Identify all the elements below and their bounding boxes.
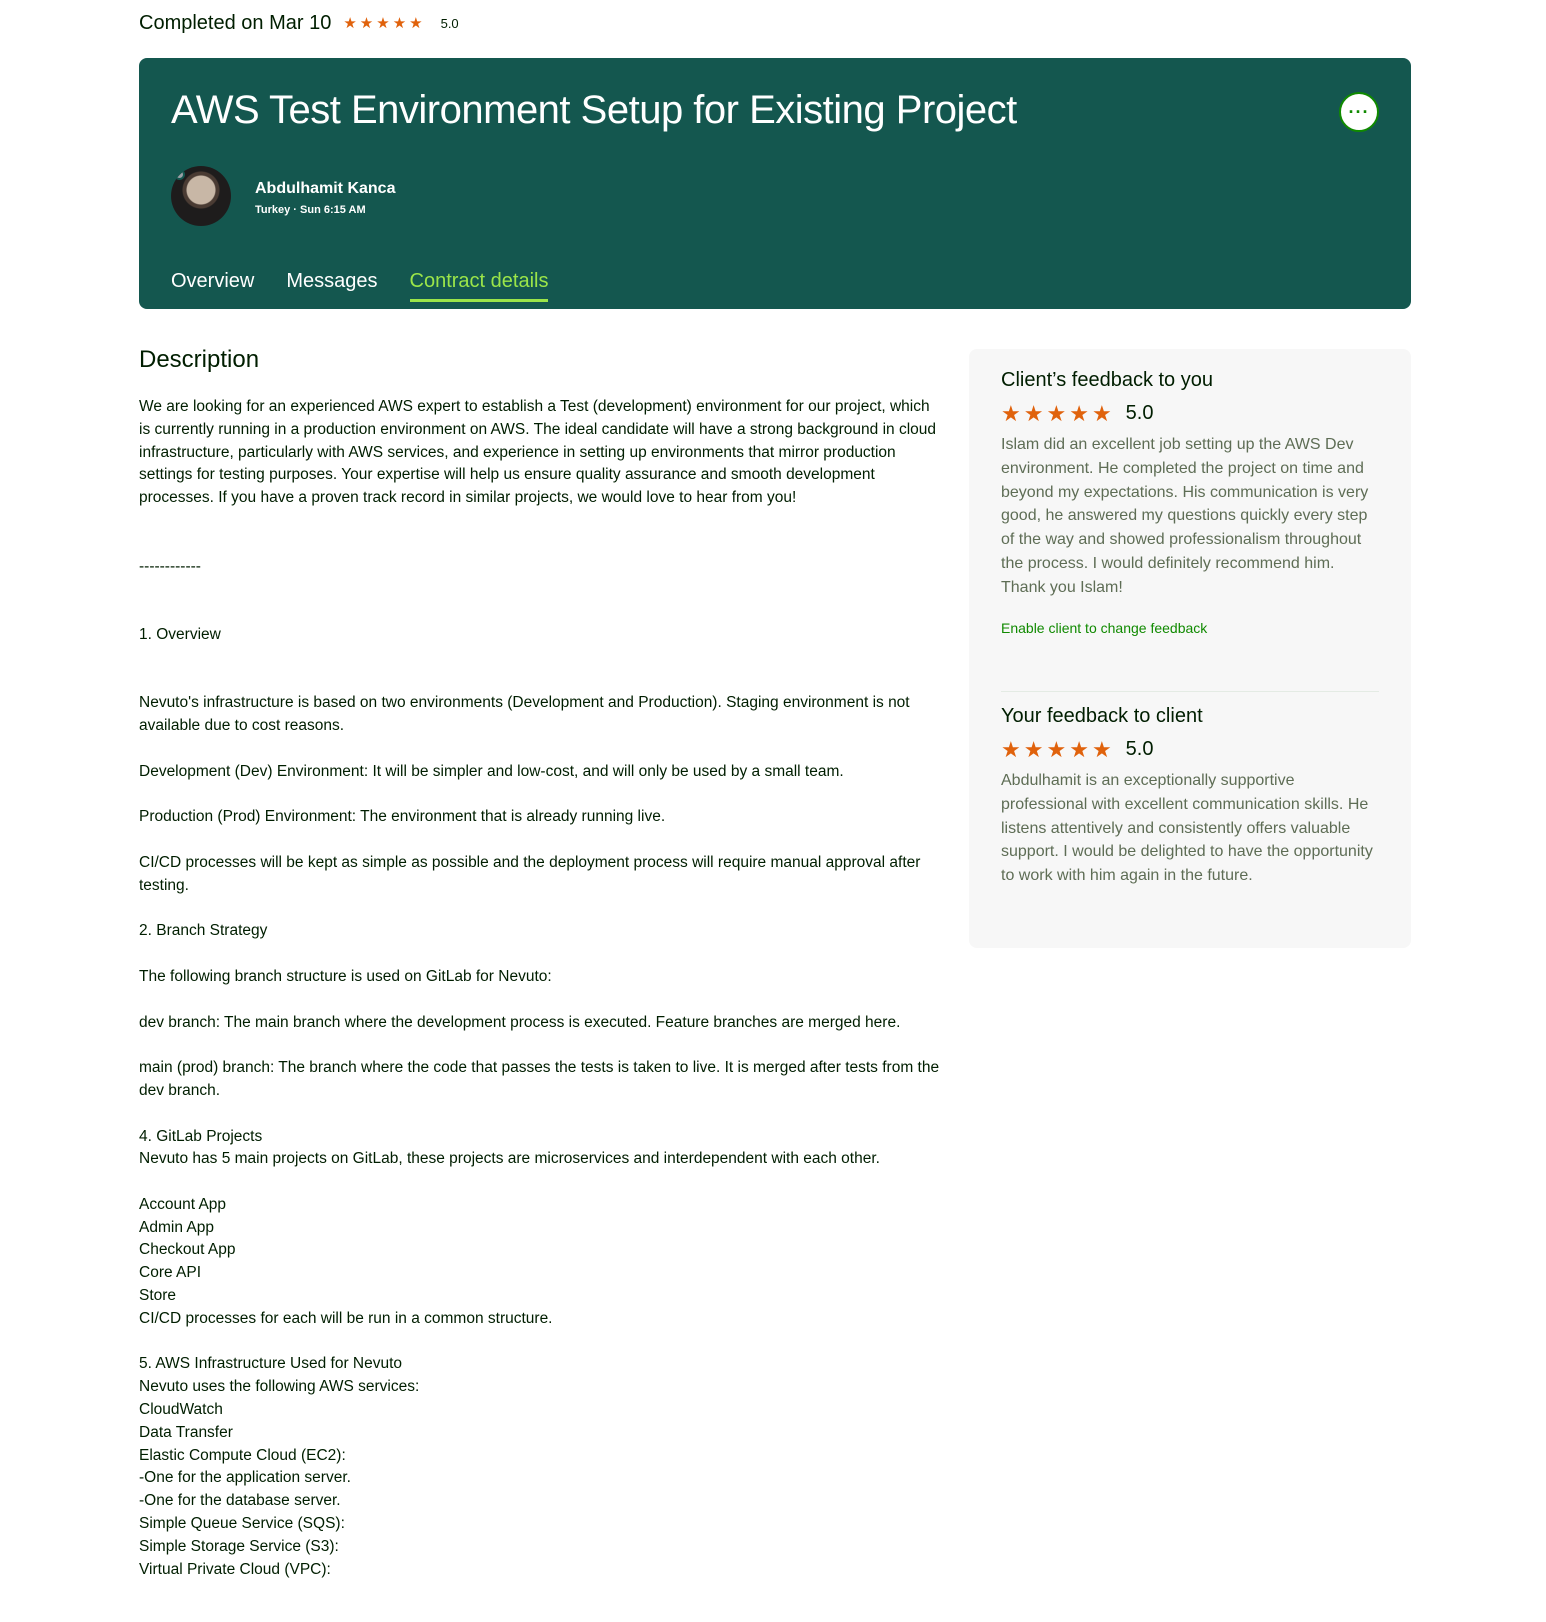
job-title: AWS Test Environment Setup for Existing Project bbox=[171, 88, 1017, 132]
paragraph-gap bbox=[139, 670, 941, 693]
star-icon: ★ bbox=[359, 14, 374, 32]
your-feedback-title: Your feedback to client bbox=[1001, 705, 1203, 727]
paragraph-gap bbox=[139, 601, 941, 624]
status-stars bbox=[343, 16, 422, 31]
description-line: CI/CD processes for each will be run in a common structure. bbox=[139, 1309, 553, 1327]
paragraph-gap bbox=[139, 989, 941, 1012]
star-icon: ★ bbox=[1046, 736, 1067, 762]
paragraph-gap bbox=[139, 1034, 941, 1057]
more-dots-icon: ··· bbox=[1348, 101, 1370, 122]
star-icon: ★ bbox=[1023, 400, 1044, 426]
description-line: Checkout App bbox=[139, 1241, 236, 1259]
description-line: We are looking for an experienced AWS expert to establish a Test (development) environment for our project, which is currently running in a production environment on AWS. The ideal candidate will have a strong background in cloud infrastructure, particularly with AWS services, and experience in setting up environments that mirror production settings for testing purposes. Your expertise will help us ensure quality assurance and smooth development processes. If you have a proven track record in similar projects, we would love to hear from you! bbox=[139, 398, 936, 507]
description-line: Nevuto uses the following AWS services: bbox=[139, 1378, 420, 1396]
star-icon: ★ bbox=[343, 14, 357, 32]
client-feedback-rating bbox=[1001, 402, 1379, 425]
description-line: dev branch: The main branch where the development process is executed. Feature branches are merged here. bbox=[139, 1013, 901, 1031]
description-line: 2. Branch Strategy bbox=[139, 922, 268, 940]
description-line: Core API bbox=[139, 1264, 202, 1282]
description-line: Admin App bbox=[139, 1218, 214, 1236]
paragraph-gap bbox=[139, 510, 941, 533]
tab-messages[interactable]: Messages bbox=[286, 270, 378, 292]
client-location-time: Turkey · Sun 6:15 AM bbox=[255, 204, 366, 216]
description-line: Account App bbox=[139, 1195, 227, 1213]
paragraph-gap bbox=[139, 738, 941, 761]
description-title: Description bbox=[139, 346, 260, 373]
contract-tabs bbox=[171, 270, 548, 302]
description-line: The following branch structure is used on GitLab for Nevuto: bbox=[139, 967, 552, 985]
client-feedback-text: Islam did an excellent job setting up the AWS Dev environment. He completed the project on time and beyond my expectations. His communication is very good, he answered my questions quickly every step of the way and showed professionalism throughout the process. I would definitely recommend him. Thank you Islam! bbox=[1001, 436, 1369, 596]
your-feedback-text: Abdulhamit is an exceptionally supportive professional with excellent communication skills. He listens attentively and consistently offers valuable support. I would be delighted to have the opportunity to work with him again in the future. bbox=[1001, 772, 1373, 885]
description-line: main (prod) branch: The branch where the code that passes the tests is taken to live. It is merged after tests from the dev branch. bbox=[139, 1059, 940, 1099]
description-line: ------------ bbox=[139, 557, 201, 575]
description-line: Nevuto's infrastructure is based on two environments (Development and Production). Staging environment is not available due to cost reasons. bbox=[139, 694, 910, 735]
completed-date: Completed on Mar 10 bbox=[139, 11, 332, 34]
tab-overview[interactable]: Overview bbox=[171, 270, 255, 292]
star-icon: ★ bbox=[1046, 400, 1067, 426]
description-line: Nevuto has 5 main projects on GitLab, these projects are microservices and interdependent with each other. bbox=[139, 1150, 880, 1168]
client-name[interactable]: Abdulhamit Kanca bbox=[255, 180, 396, 197]
star-icon: ★ bbox=[409, 14, 423, 32]
description-line: Elastic Compute Cloud (EC2): bbox=[139, 1446, 346, 1464]
star-icon: ★ bbox=[392, 14, 407, 32]
paragraph-gap bbox=[139, 943, 941, 966]
description-body bbox=[139, 396, 941, 1581]
your-feedback-score: 5.0 bbox=[1125, 738, 1154, 760]
star-icon: ★ bbox=[1001, 400, 1021, 426]
description-line: Data Transfer bbox=[139, 1423, 233, 1441]
star-icon: ★ bbox=[1069, 400, 1089, 426]
star-icon: ★ bbox=[1023, 736, 1044, 762]
star-icon: ★ bbox=[1069, 736, 1089, 762]
description-line: -One for the application server. bbox=[139, 1469, 351, 1487]
description-line: CI/CD processes will be kept as simple as possible and the deployment process will require manual approval after testing. bbox=[139, 853, 921, 894]
paragraph-gap bbox=[139, 784, 941, 807]
description-line: CloudWatch bbox=[139, 1401, 223, 1419]
description-line: Simple Queue Service (SQS): bbox=[139, 1515, 345, 1533]
job-header bbox=[139, 58, 1411, 309]
star-icon: ★ bbox=[1001, 736, 1021, 762]
paragraph-gap bbox=[139, 1171, 941, 1194]
your-feedback-rating bbox=[1001, 738, 1379, 761]
description-line: Production (Prod) Environment: The environment that is already running live. bbox=[139, 808, 666, 826]
description-line: 1. Overview bbox=[139, 625, 221, 643]
star-icon: ★ bbox=[376, 14, 390, 32]
description-line: 4. GitLab Projects bbox=[139, 1127, 263, 1145]
enable-change-feedback-link[interactable]: Enable client to change feedback bbox=[1001, 619, 1208, 636]
feedback-divider bbox=[1001, 691, 1379, 692]
paragraph-gap bbox=[139, 647, 941, 670]
feedback-card bbox=[969, 349, 1411, 948]
description-line: Development (Dev) Environment: It will be simpler and low-cost, and will only be used by a small team. bbox=[139, 762, 844, 780]
description-line: 5. AWS Infrastructure Used for Nevuto bbox=[139, 1355, 403, 1373]
description-line: Store bbox=[139, 1287, 177, 1305]
description-line: Simple Storage Service (S3): bbox=[139, 1537, 339, 1555]
online-status-icon bbox=[174, 169, 185, 180]
your-feedback-section bbox=[1001, 705, 1379, 888]
paragraph-gap bbox=[139, 578, 941, 601]
client-feedback-stars bbox=[1001, 400, 1112, 426]
client-feedback-section bbox=[1001, 369, 1379, 636]
description-line: -One for the database server. bbox=[139, 1492, 341, 1510]
client-avatar[interactable] bbox=[171, 166, 231, 226]
completion-status bbox=[139, 10, 459, 36]
client-feedback-score: 5.0 bbox=[1125, 402, 1154, 424]
paragraph-gap bbox=[139, 898, 941, 921]
tab-contract-details[interactable]: Contract details bbox=[410, 270, 549, 302]
paragraph-gap bbox=[139, 829, 941, 852]
paragraph-gap bbox=[139, 1331, 941, 1354]
more-options-button[interactable] bbox=[1339, 92, 1379, 132]
star-icon: ★ bbox=[1091, 400, 1112, 426]
paragraph-gap bbox=[139, 533, 941, 556]
description-line: Virtual Private Cloud (VPC): bbox=[139, 1560, 331, 1578]
paragraph-gap bbox=[139, 1103, 941, 1126]
star-icon: ★ bbox=[1091, 736, 1112, 762]
status-rating: 5.0 bbox=[440, 15, 459, 31]
your-feedback-stars bbox=[1001, 736, 1112, 762]
client-feedback-title: Client’s feedback to you bbox=[1001, 369, 1213, 391]
